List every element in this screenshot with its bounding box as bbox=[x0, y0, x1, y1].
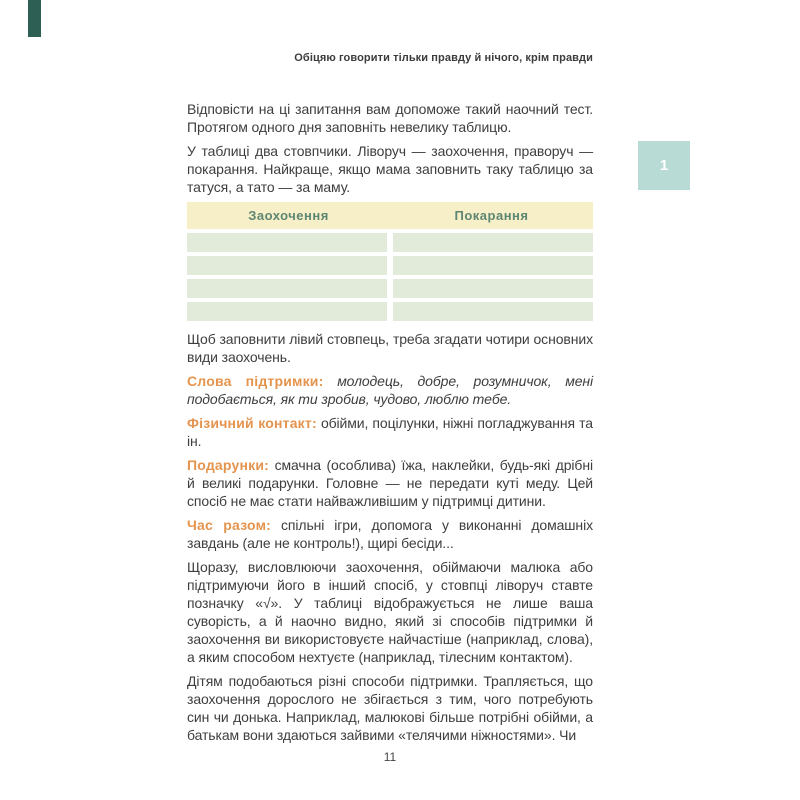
table-row bbox=[187, 256, 593, 275]
paragraph-four-rewards: Щоб заповнити лівий стовпець, треба згадати чотири основних види заохочень. bbox=[187, 331, 593, 365]
table-cell-empty bbox=[187, 302, 387, 321]
running-header: Обіцяю говорити тільки правду й нічого, крім правди bbox=[294, 52, 593, 64]
spine-mark bbox=[28, 0, 41, 37]
table-row bbox=[187, 279, 593, 298]
page-column bbox=[187, 0, 593, 750]
table-cell-empty bbox=[393, 256, 593, 275]
chapter-tab bbox=[638, 141, 690, 190]
table-cell-empty bbox=[393, 279, 593, 298]
table-cell-empty bbox=[393, 233, 593, 252]
paragraph-intro-test: Відповісти на ці запитання вам допоможе такий наочний тест. Протягом одного дня заповніть невелику таблицю. bbox=[187, 101, 593, 135]
chapter-tab-label: 1 bbox=[659, 157, 669, 174]
label-support-words: Слова підтримки: bbox=[187, 373, 324, 389]
table-header-row bbox=[187, 202, 593, 229]
table-header-punishments: Покарання bbox=[454, 208, 529, 223]
label-physical-contact: Фізичний контакт: bbox=[187, 415, 317, 431]
text-gifts: смачна (особлива) їжа, наклейки, будь-які дрібні й великі подарунки. Головне — не передати куті меду. Цей спосіб не має стати найважливішим у підтримці дитини. bbox=[187, 457, 593, 509]
paragraph-gifts bbox=[187, 456, 593, 510]
paragraph-table-description: У таблиці два стовпчики. Ліворуч — заохочення, праворуч — покарання. Найкраще, якщо мама заповнить таку таблицю за татуся, а тато — за маму. bbox=[187, 143, 593, 195]
page-number: 11 bbox=[383, 750, 397, 764]
table-cell-empty bbox=[187, 279, 387, 298]
table-cell-empty bbox=[187, 233, 387, 252]
label-gifts: Подарунки: bbox=[187, 457, 269, 473]
table-cell-empty bbox=[187, 256, 387, 275]
paragraph-support-words bbox=[187, 372, 593, 408]
table-header-rewards: Заохочення bbox=[248, 208, 329, 223]
table-cell-empty bbox=[393, 302, 593, 321]
paragraph-checkmark-instructions: Щоразу, висловлюючи заохочення, обіймаючи малюка або підтримуючи його в інший спосіб, у стовпці ліворуч ставте позначку «√». У таблиці відображується не лише ваша суворість, а й наочно видно, який зі способів підтримки й заохочення ви використовуєте найчастіше (наприклад, слова), а яким способом нехтуєте (наприклад, тілесним контактом). bbox=[187, 559, 593, 665]
text-physical-contact: обійми, поцілунки, ніжні погладжування та ін. bbox=[187, 415, 593, 449]
label-time-together: Час разом: bbox=[187, 517, 271, 533]
paragraph-time-together bbox=[187, 516, 593, 552]
table-row bbox=[187, 233, 593, 252]
paragraph-physical-contact bbox=[187, 414, 593, 450]
text-support-words: молодець, добре, розумничок, мені подобається, як ти зробив, чудово, люблю тебе. bbox=[187, 373, 593, 407]
reward-punishment-table bbox=[187, 202, 593, 321]
paragraph-children-preferences: Дітям подобаються різні способи підтримки. Трапляється, що заохочення дорослого не збігається з тим, чого потребують син чи донька. Наприклад, малюкові більше потрібні обійми, а батькам вони здаються зайвими «телячими ніжностями». Чи bbox=[187, 673, 593, 743]
text-time-together: спільні ігри, допомога у виконанні домашніх завдань (але не контроль!), щирі бесіди... bbox=[187, 517, 593, 551]
table-row bbox=[187, 302, 593, 321]
